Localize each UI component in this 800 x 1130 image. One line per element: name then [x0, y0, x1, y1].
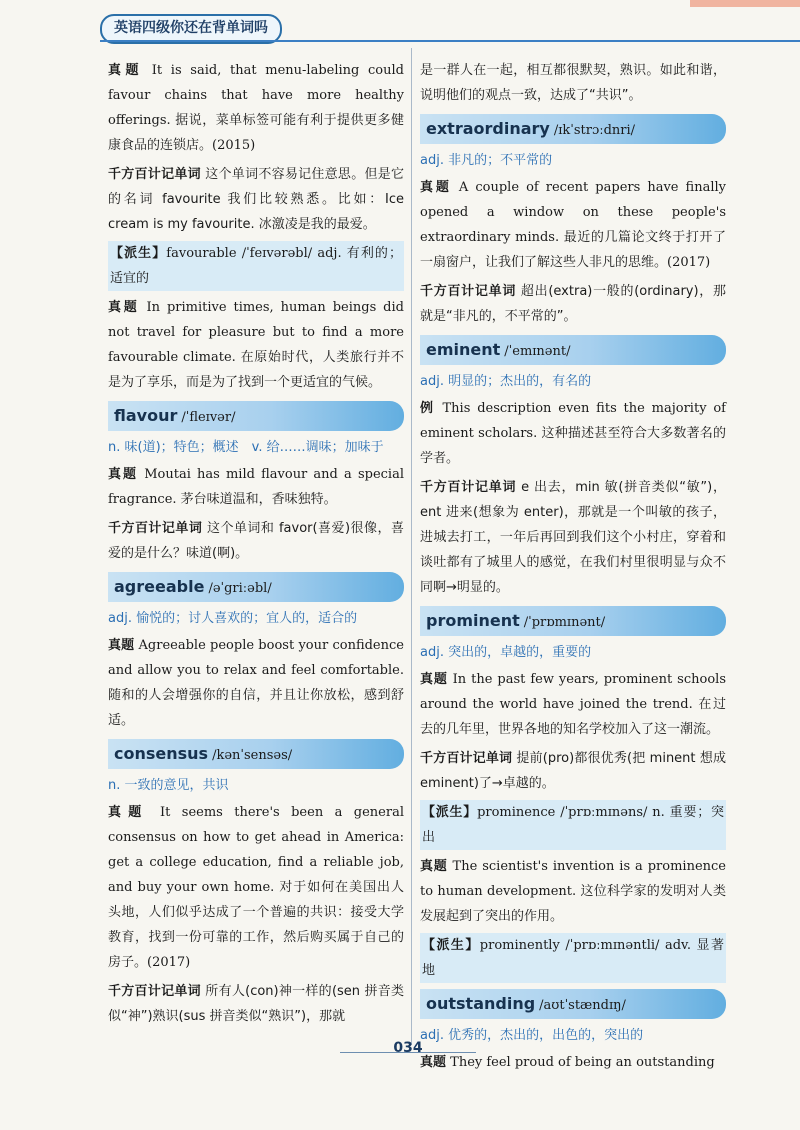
- paragraph: [420, 1050, 726, 1075]
- memory-tag: 千方百计记单词: [108, 984, 201, 999]
- headword: agreeable: [114, 577, 205, 596]
- paragraph-text: 提前(pro)都很优秀(把 minent 想成 eminent)了→卓越的。: [420, 751, 726, 791]
- book-title: 英语四级你还在背单词吗: [114, 20, 268, 36]
- paragraph-text: e 出去，min 敏(拼音类似“敏”)，ent 进来(想象为 enter)，那就是一个叫敏的孩子，进城去打工，一年后再回到我们这个小村庄，穿着和谈吐都有了城里人的感觉，在我们村里很明显与众不同啊→明显的。: [420, 480, 726, 595]
- example-tag: 例: [420, 401, 436, 416]
- phonetic: /ɪkˈstrɔːdnri/: [553, 123, 636, 138]
- phonetic: /kənˈsensəs/: [212, 748, 293, 763]
- exam-tag: 真题: [108, 638, 135, 653]
- headword: consensus: [114, 744, 209, 763]
- derivation-line: [420, 933, 726, 983]
- headword: extraordinary: [426, 119, 550, 138]
- paragraph: [420, 746, 726, 796]
- column-divider: [411, 48, 412, 1045]
- part-of-speech: adj. 明显的；杰出的，有名的: [420, 374, 592, 389]
- headword: prominent: [426, 611, 520, 630]
- memory-tag: 千方百计记单词: [108, 521, 203, 536]
- exam-tag: 真题: [108, 63, 144, 78]
- paragraph-text: 是一群人在一起，相互都很默契，熟识。如此和谐，说明他们的观点一致，达成了“共识”。: [420, 63, 726, 103]
- part-of-speech: adj. 突出的，卓越的，重要的: [420, 645, 592, 660]
- left-column: [108, 58, 404, 1035]
- part-of-speech: adj. 愉悦的；讨人喜欢的；宜人的，适合的: [108, 611, 358, 626]
- derivation-line: [108, 241, 404, 291]
- paragraph: [108, 462, 404, 512]
- paragraph-text: 超出(extra)一般的(ordinary)，那就是“非凡的，不平常的”。: [420, 284, 726, 324]
- derivation-line: [420, 800, 726, 850]
- paragraph-text: 这个单词和 favor(喜爱)很像，喜爱的是什么？味道(啊)。: [108, 521, 404, 561]
- paragraph: [420, 667, 726, 742]
- paragraph: [420, 854, 726, 929]
- part-of-speech: adj. 非凡的；不平常的: [420, 153, 553, 168]
- entry-header-eminent: [420, 335, 726, 365]
- memory-tag: 千方百计记单词: [420, 480, 517, 495]
- derivation-text: prominently /ˈprɒːmɪnəntli/ adv. 显著地: [422, 938, 724, 978]
- paragraph: [420, 175, 726, 275]
- paragraph: [420, 279, 726, 329]
- entry-header-agreeable: [108, 572, 404, 602]
- entry-header-prominent: [420, 606, 726, 636]
- part-of-speech: n. 味(道)；特色；概述 v. 给……调味；加味于: [108, 440, 384, 455]
- entry-header-flavour: [108, 401, 404, 431]
- part-of-speech: n. 一致的意见，共识: [108, 778, 229, 793]
- derivation-tag: 【派生】: [422, 938, 480, 953]
- paragraph: [108, 979, 404, 1029]
- paragraph: [108, 800, 404, 975]
- phonetic: /ˈfleɪvər/: [181, 410, 236, 425]
- headword: outstanding: [426, 994, 536, 1013]
- paragraph: [108, 633, 404, 733]
- paragraph-text: It is said, that menu-labeling could favour chains that have more healthy offerings. 据说，菜单标签可能有利于提供更多健康食品的连锁店。(2015): [108, 63, 404, 153]
- paragraph: [108, 58, 404, 158]
- header-accent-bar: [690, 0, 800, 7]
- derivation-tag: 【派生】: [422, 805, 478, 820]
- derivation-text: favourable /ˈfeɪvərəbl/ adj. 有利的；适宜的: [110, 246, 402, 286]
- exam-tag: 真题: [108, 300, 140, 315]
- header-rule: [100, 40, 800, 42]
- paragraph-text: In the past few years, prominent schools around the world have joined the trend. 在过去的几年里，世界各地的知名学校加入了这一潮流。: [420, 672, 726, 737]
- memory-tag: 千方百计记单词: [420, 751, 513, 766]
- page-number: 034: [393, 1040, 423, 1056]
- derivation-tag: 【派生】: [110, 246, 167, 261]
- exam-tag: 真题: [108, 805, 149, 820]
- paragraph-text: 这个单词不容易记住意思。但是它的名词 favourite 我们比较熟悉。比如：Ice cream is my favourite. 冰激凌是我的最爱。: [108, 167, 404, 232]
- memory-tag: 千方百计记单词: [420, 284, 517, 299]
- paragraph: [108, 162, 404, 237]
- entry-header-outstanding: [420, 989, 726, 1019]
- entry-header-consensus: [108, 739, 404, 769]
- exam-tag: 真题: [420, 180, 452, 195]
- paragraph-text: In primitive times, human beings did not travel for pleasure but to find a more favourable climate. 在原始时代，人类旅行并不是为了享乐，而是为了找到一个更适宜的气候。: [108, 300, 404, 390]
- derivation-text: prominence /ˈprɒːmɪnəns/ n. 重要；突出: [422, 805, 724, 845]
- phonetic: /ˈemɪnənt/: [504, 344, 571, 359]
- entry-header-extraordinary: [420, 114, 726, 144]
- memory-tag: 千方百计记单词: [108, 167, 201, 182]
- phonetic: /əˈgriːəbl/: [208, 581, 272, 596]
- paragraph: [420, 475, 726, 600]
- paragraph-text: A couple of recent papers have finally opened a window on these people's extraordinary minds. 最近的几篇论文终于打开了一扇窗户，让我们了解这些人非凡的思维。(2017): [420, 180, 726, 270]
- paragraph-text: It seems there's been a general consensus on how to get ahead in America: get a college education, find a reliable job, and buy your own home. 对于如何在美国出人头地，人们似乎达成了一个普遍的共识：接受大学教育，找到一份可靠的工作，然后购买属于自己的房子。(2017): [108, 805, 404, 970]
- right-column: [420, 58, 726, 1070]
- exam-tag: 真题: [108, 467, 139, 482]
- paragraph: [108, 516, 404, 566]
- paragraph: [420, 396, 726, 471]
- exam-tag: 真题: [420, 672, 448, 687]
- exam-tag: 真题: [420, 859, 448, 874]
- phonetic: /ˈprɒmɪnənt/: [523, 615, 606, 630]
- headword: flavour: [114, 406, 178, 425]
- paragraph-text: Moutai has mild flavour and a special fragrance. 茅台味道温和，香味独特。: [108, 467, 404, 507]
- paragraph-text: They feel proud of being an outstanding: [446, 1055, 715, 1070]
- part-of-speech: adj. 优秀的，杰出的，出色的，突出的: [420, 1028, 644, 1043]
- paragraph: [108, 295, 404, 395]
- exam-tag: 真题: [420, 1055, 447, 1070]
- paragraph-text: The scientist's invention is a prominence to human development. 这位科学家的发明对人类发展起到了突出的作用。: [420, 859, 726, 924]
- phonetic: /aʊtˈstændɪŋ/: [539, 998, 626, 1013]
- paragraph-text: Agreeable people boost your confidence and allow you to relax and feel comfortable. 随和的人会增强你的自信，并且让你放松，感到舒适。: [108, 638, 404, 728]
- headword: eminent: [426, 340, 501, 359]
- paragraph-text: 所有人(con)神一样的(sen 拼音类似“神”)熟识(sus 拼音类似“熟识”)，那就: [108, 984, 404, 1024]
- paragraph-text: This description even fits the majority of eminent scholars. 这种描述甚至符合大多数著名的学者。: [420, 401, 726, 466]
